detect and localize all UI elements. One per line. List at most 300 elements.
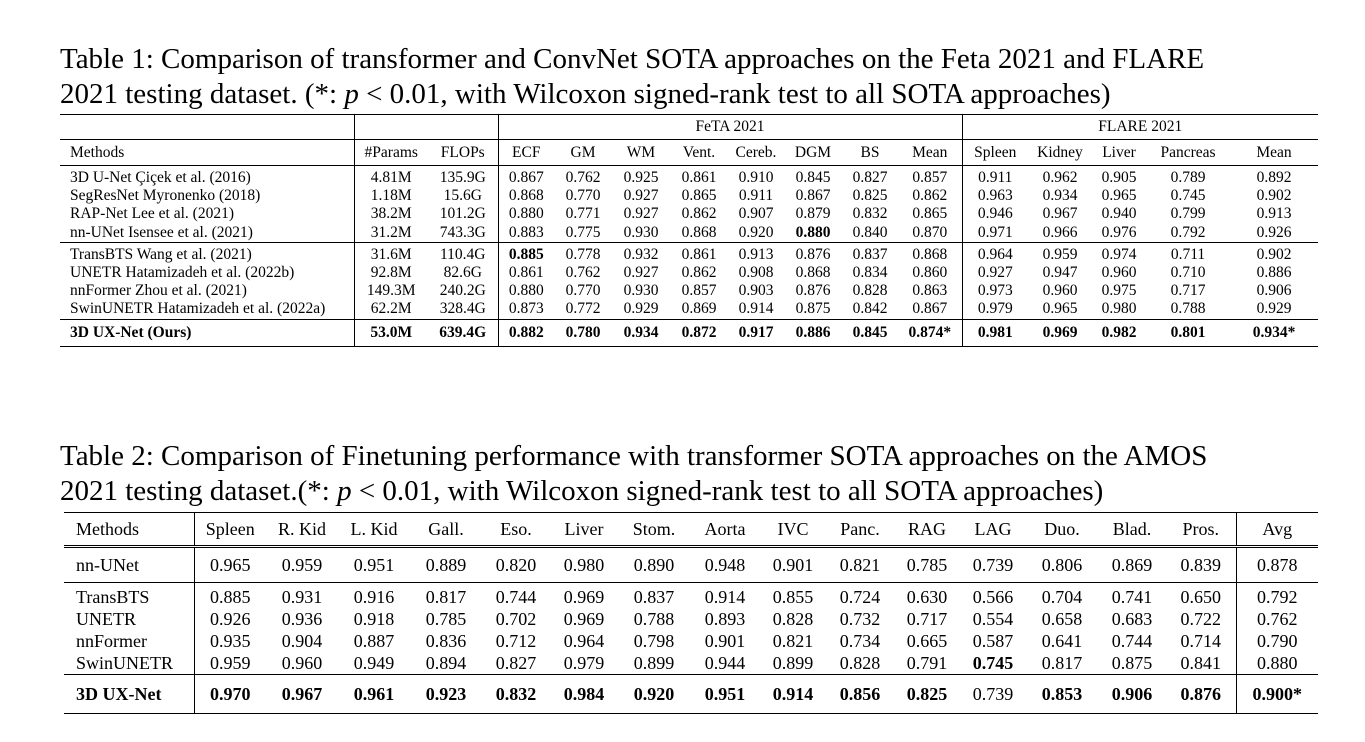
table1-row-cell: 0.770: [565, 282, 601, 300]
table2-row-cell: 0.817: [1041, 653, 1083, 673]
table2-ours-cell: 0.984: [550, 675, 618, 714]
table1-row-cell: 0.771: [565, 205, 601, 223]
table2-row-cell: 0.762: [1236, 608, 1318, 630]
table1-row-cell: 0.914: [738, 300, 774, 318]
table1-row-cell: 0.860: [912, 264, 948, 282]
table2-row-cell: 0.658: [1041, 609, 1083, 629]
table2-nnunet-cell: 0.890: [618, 547, 690, 583]
table1-row-cell: 110.4G: [428, 242, 498, 264]
table2-row-cell: 0.828: [772, 609, 814, 629]
table1-group-header-row: [60, 115, 1318, 140]
table1-row-cell: 0.876: [795, 282, 831, 300]
table1-row-cell: 15.6G: [443, 187, 482, 205]
table2-header-cell: Spleen: [194, 513, 266, 547]
table1-row-cell: 0.868: [795, 264, 831, 282]
table2-header-cell: L. Kid: [338, 513, 410, 547]
table1-row-cell: 0.947: [1042, 264, 1078, 282]
table2-row-cell: 0.554: [972, 609, 1014, 629]
table2-row-cell: 0.875: [1111, 653, 1153, 673]
table2-row-cell: 0.931: [266, 583, 338, 609]
table2-nnunet-cell: 0.739: [960, 547, 1026, 583]
table1-row-cell: 0.857: [681, 282, 717, 300]
table2-caption: [60, 439, 1322, 509]
table1-header-cell: Kidney: [1028, 140, 1092, 166]
table1-row-cell: 31.6M: [354, 242, 428, 264]
table1-header-cell: #Params: [354, 140, 428, 166]
table1-row-cell: 0.903: [738, 282, 774, 300]
table1-row-cell: 0.929: [623, 300, 659, 318]
table1-group-transformer: [60, 242, 1318, 319]
table1-row-cell: 0.840: [852, 223, 888, 241]
table2-row-cell: 0.960: [281, 653, 323, 673]
table1-row-cell: 0.770: [565, 187, 601, 205]
table1-ours-cell: 53.0M: [354, 319, 428, 346]
table2-row-cell: 0.790: [1236, 630, 1318, 652]
table2-nnunet-cell: 0.951: [338, 547, 410, 583]
table1-row-cell: 0.876: [784, 242, 842, 264]
table1-row-cell: 0.902: [1230, 242, 1318, 264]
table1-row-cell: 0.973: [962, 282, 1028, 300]
table1-row-cell: 0.710: [1170, 264, 1206, 282]
table1-row-cell: 0.962: [1028, 166, 1092, 188]
table1-row-cell: 0.940: [1101, 205, 1137, 223]
table1-row-cell: 0.964: [962, 242, 1028, 264]
caption-text: , with Wilcoxon signed-rank test to all SOTA approaches): [433, 475, 1104, 507]
table1-row-cell: 0.788: [1170, 300, 1206, 318]
table2-header-cell: Panc.: [826, 513, 894, 547]
table1-row-cell: 0.965: [1101, 187, 1137, 205]
table1-caption-line2: [60, 77, 1322, 112]
table1-row-cell: 135.9G: [428, 166, 498, 188]
table1-ours-method: 3D UX-Net (Ours): [60, 319, 354, 346]
flare-group-label: FLARE 2021: [962, 115, 1318, 140]
table1-row-cell: 0.911: [738, 187, 774, 205]
table1-row-cell: 0.762: [554, 166, 612, 188]
table1-row-method: RAP-Net Lee et al. (2021): [70, 205, 234, 223]
table1-row-cell: 38.2M: [354, 205, 428, 223]
table2-header-cell: Duo.: [1026, 513, 1098, 547]
table-row: [64, 652, 1318, 675]
caption-text: 2021 testing dataset.(*:: [60, 475, 338, 507]
table-row: [60, 187, 1318, 205]
table1-row-cell: 0.842: [852, 300, 888, 318]
table1-row-cell: 0.772: [565, 300, 601, 318]
table2-header-cell: Eso.: [482, 513, 550, 547]
table2-ours-cell: 0.914: [760, 675, 826, 714]
table1-row-cell: 0.883: [498, 224, 554, 243]
table1-row-cell: 0.861: [670, 242, 728, 264]
table1-row-method: SegResNet Myronenko (2018): [70, 187, 261, 205]
caption-threshold: < 0.01: [351, 475, 434, 507]
table1-ours-cell: 0.981: [962, 319, 1028, 346]
table2-ours-cell: 0.961: [338, 675, 410, 714]
table1-row-cell: 0.762: [565, 264, 601, 282]
table1-row-cell: 0.927: [623, 187, 659, 205]
table1-group-convnet: [60, 166, 1318, 243]
table1-caption: [60, 42, 1322, 112]
table1-row-cell: 0.717: [1170, 282, 1206, 300]
table1-row-method: nnFormer Zhou et al. (2021): [70, 282, 247, 300]
table2-row-cell: 0.792: [1236, 583, 1318, 609]
table2-nnunet-cell: 0.889: [410, 547, 482, 583]
table1-row-cell: 0.965: [1042, 300, 1078, 318]
table2-header-cell: Pros.: [1166, 513, 1236, 547]
table-row: [60, 166, 1318, 188]
table1-row-cell: 0.927: [962, 264, 1028, 282]
table2-ours-cell: 0.906: [1098, 675, 1166, 714]
table1-row-cell: 0.927: [623, 205, 659, 223]
table2-header-cell: Liver: [550, 513, 618, 547]
table2-header-method: Methods: [64, 513, 194, 547]
table2-row-cell: 0.887: [353, 631, 395, 651]
table1-ours-cell: 0.934*: [1230, 319, 1318, 346]
table2-header-cell: Stom.: [618, 513, 690, 547]
table1-header-cell: ECF: [498, 140, 554, 166]
table1-header-cell: Vent.: [670, 140, 728, 166]
table2-row-cell: 0.566: [960, 583, 1026, 609]
table1-row-cell: 0.875: [795, 300, 831, 318]
table2-nnunet-cell: 0.820: [482, 547, 550, 583]
table1-row-cell: 0.845: [784, 166, 842, 188]
table2-row-cell: 0.899: [633, 653, 675, 673]
table2-header-cell: Avg: [1236, 513, 1318, 547]
table2-row-cell: 0.949: [353, 653, 395, 673]
table1-row-cell: 0.792: [1170, 223, 1206, 241]
table2-ours-cell: 0.853: [1026, 675, 1098, 714]
table2-row-cell: 0.630: [894, 583, 960, 609]
table2-row-cell: 0.732: [839, 609, 881, 629]
feta-group-label: FeTA 2021: [498, 115, 962, 140]
table1-row-cell: 0.775: [565, 223, 601, 241]
table-row: [60, 264, 1318, 282]
table2-row-cell: 0.969: [550, 583, 618, 609]
table2-nnunet-cell: 0.806: [1026, 547, 1098, 583]
table2-nnunet-cell: 0.878: [1236, 547, 1318, 583]
table1-header-cell: Spleen: [962, 140, 1028, 166]
table2-row-cell: 0.724: [826, 583, 894, 609]
table1-ours-cell: 0.845: [842, 319, 898, 346]
table2-ours-cell: 0.923: [410, 675, 482, 714]
table2-caption-line1: Table 2: Comparison of Finetuning performance with transformer SOTA approaches on the AMOS: [60, 440, 1208, 472]
table1-row-cell: 0.925: [612, 166, 670, 188]
table1-row-cell: 0.880: [498, 282, 554, 300]
table2-row-cell: 0.936: [281, 609, 323, 629]
table1-row-cell: 0.868: [681, 223, 717, 241]
table1-header-cell: Mean: [898, 140, 962, 166]
table2-row-method: SwinUNETR: [76, 653, 174, 673]
table1-row-cell: 0.976: [1101, 223, 1137, 241]
table2: [64, 512, 1318, 714]
table2-ours-cell: 0.832: [482, 675, 550, 714]
table2-row-cell: 0.885: [194, 583, 266, 609]
table1-ours-cell: 0.886: [784, 319, 842, 346]
table2-row-cell: 0.926: [194, 608, 266, 630]
table2-row-cell: 0.914: [690, 583, 760, 609]
table1-row-cell: 0.974: [1092, 242, 1146, 264]
table1-row-cell: 0.934: [1042, 187, 1078, 205]
table1-header-method: Methods: [60, 140, 354, 166]
table2-row-cell: 0.641: [1041, 631, 1083, 651]
table2-row-cell: 0.650: [1166, 583, 1236, 609]
table1-row-cell: 0.861: [670, 166, 728, 188]
table2-nnunet-cell: 0.821: [826, 547, 894, 583]
table1-header-row: [60, 140, 1318, 166]
table1-ours-cell: 0.801: [1146, 319, 1230, 346]
table1-row-cell: 0.932: [612, 242, 670, 264]
table2-header-row: [64, 513, 1318, 547]
table1-row-cell: 0.832: [852, 205, 888, 223]
table2-nnunet-cell: 0.839: [1166, 547, 1236, 583]
table2-row-cell: 0.788: [633, 609, 675, 629]
table2-ours-cell: 0.739: [960, 675, 1026, 714]
table2-ours-cell: 0.856: [826, 675, 894, 714]
table1-row-cell: 0.960: [1101, 264, 1137, 282]
table1-header-cell: DGM: [784, 140, 842, 166]
table2-row-cell: 0.798: [633, 631, 675, 651]
table1-row-cell: 0.975: [1101, 282, 1137, 300]
table2-row-cell: 0.741: [1098, 583, 1166, 609]
table1-row-cell: 101.2G: [439, 205, 486, 223]
table2-nnunet-cell: 0.948: [690, 547, 760, 583]
table2-group-transformer: [64, 583, 1318, 675]
table2-row-cell: 0.722: [1180, 609, 1221, 629]
table2-row-cell: 0.969: [563, 609, 605, 629]
table2-nnunet-cell: 0.965: [194, 547, 266, 583]
table1-row-cell: 0.885: [498, 242, 554, 264]
table1-row-cell: 0.966: [1042, 223, 1078, 241]
table1-ours-cell: 0.882: [498, 319, 554, 346]
table2-row-cell: 0.587: [972, 631, 1014, 651]
table2-ours-cell: 0.967: [266, 675, 338, 714]
table1-row-cell: 0.863: [912, 282, 948, 300]
table-row: [60, 224, 1318, 243]
table1-header-cell: GM: [554, 140, 612, 166]
table2-row-cell: 0.785: [425, 609, 467, 629]
table1-row-cell: 82.6G: [443, 264, 482, 282]
table1-row-cell: 0.834: [852, 264, 888, 282]
table2-row-method: TransBTS: [64, 583, 194, 609]
table2-row-cell: 0.836: [425, 631, 467, 651]
table2-header-cell: LAG: [960, 513, 1026, 547]
table2-row-cell: 0.837: [618, 583, 690, 609]
table1-row-method: 3D U-Net Çiçek et al. (2016): [60, 166, 354, 188]
table2-nnunet-cell: 0.901: [760, 547, 826, 583]
table2-header-cell: Blad.: [1098, 513, 1166, 547]
table2-row-cell: 0.714: [1180, 631, 1221, 651]
table2-row-cell: 0.745: [972, 653, 1014, 673]
table1-row-cell: 92.8M: [354, 264, 428, 282]
table1-row-cell: 0.857: [898, 166, 962, 188]
table1-row-cell: 0.865: [681, 187, 717, 205]
table2-row-cell: 0.744: [1111, 631, 1153, 651]
table1-row-cell: 0.873: [498, 300, 554, 319]
table2-row-cell: 0.899: [772, 653, 814, 673]
table1-row-cell: 0.907: [738, 205, 774, 223]
table1-row-cell: 0.906: [1256, 282, 1292, 300]
table2-header-cell: Gall.: [410, 513, 482, 547]
table2-row-cell: 0.894: [425, 653, 467, 673]
table1-row-cell: 0.910: [728, 166, 784, 188]
caption-text: 2021 testing dataset. (*:: [60, 78, 345, 110]
table1-row-cell: 0.913: [728, 242, 784, 264]
table1-row-cell: 0.879: [795, 205, 831, 223]
table2-row-cell: 0.828: [839, 653, 881, 673]
table1-row-cell: 0.862: [681, 205, 717, 223]
table1-ours-cell: 639.4G: [428, 319, 498, 346]
table1-row-cell: 4.81M: [354, 166, 428, 188]
table2-row-method: nnFormer: [76, 631, 147, 651]
table2-row-cell: 0.841: [1180, 653, 1221, 673]
table1-row-cell: 0.880: [498, 205, 554, 223]
table2-row-cell: 0.901: [704, 631, 746, 651]
table2-header-cell: R. Kid: [266, 513, 338, 547]
table2-row-cell: 0.979: [563, 653, 605, 673]
table1-ours-cell: 0.872: [670, 319, 728, 346]
table2-row-cell: 0.893: [704, 609, 746, 629]
table2-ours-cell: 0.951: [690, 675, 760, 714]
table1-row-cell: 0.867: [498, 166, 554, 188]
table1-row-cell: 0.867: [912, 300, 948, 318]
table2-header-cell: Aorta: [690, 513, 760, 547]
caption-p-symbol: p: [344, 78, 359, 110]
table1-row-cell: 240.2G: [439, 282, 486, 300]
table2-row-cell: 0.734: [839, 631, 881, 651]
table1-row-cell: 0.799: [1170, 205, 1206, 223]
table1-row-cell: 0.861: [498, 264, 554, 282]
table1-header-cell: BS: [842, 140, 898, 166]
table1-row-cell: 0.979: [962, 300, 1028, 319]
table-row: [60, 205, 1318, 223]
table2-row-cell: 0.935: [194, 630, 266, 652]
table-row: [64, 608, 1318, 630]
table2-nnunet-cell: 0.959: [266, 547, 338, 583]
table1-row-cell: 0.825: [852, 187, 888, 205]
table1-row-method: SwinUNETR Hatamizadeh et al. (2022a): [70, 300, 326, 318]
table1-row-cell: 0.867: [795, 187, 831, 205]
table1-row-cell: 149.3M: [354, 282, 428, 300]
table1-row-method: TransBTS Wang et al. (2021): [60, 242, 354, 264]
table2-ours-cell: 0.825: [894, 675, 960, 714]
table1-row-cell: 743.3G: [439, 223, 486, 241]
table1-ours-cell: 0.982: [1092, 319, 1146, 346]
table1-row-cell: 0.880: [795, 223, 831, 241]
caption-text: , with Wilcoxon signed-rank test to all SOTA approaches): [440, 78, 1111, 110]
table1: [60, 114, 1318, 347]
table2-row-cell: 0.817: [410, 583, 482, 609]
table2-ours-row: [64, 675, 1318, 714]
table-row: [60, 282, 1318, 300]
table1-row-cell: 0.920: [738, 223, 774, 241]
table1-row-cell: 0.905: [1092, 166, 1146, 188]
table2-row-cell: 0.744: [482, 583, 550, 609]
table1-row-cell: 0.862: [912, 187, 948, 205]
table1-ours-row: [60, 319, 1318, 346]
table-row: [60, 242, 1318, 264]
table1-row-cell: 0.827: [842, 166, 898, 188]
table1-ours-cell: 0.969: [1028, 319, 1092, 346]
table1-row-cell: 0.967: [1042, 205, 1078, 223]
table2-nnunet-method: nn-UNet: [64, 547, 194, 583]
table1-row-cell: 0.789: [1146, 166, 1230, 188]
table2-row-cell: 0.855: [760, 583, 826, 609]
table2-nnunet-cell: 0.980: [550, 547, 618, 583]
table1-row-cell: 0.868: [498, 187, 554, 205]
table1-ours-cell: 0.934: [612, 319, 670, 346]
table1-header-cell: Liver: [1092, 140, 1146, 166]
table1-row-method: UNETR Hatamizadeh et al. (2022b): [70, 264, 295, 282]
table1-row-cell: 0.930: [623, 223, 659, 241]
table1-header-cell: FLOPs: [428, 140, 498, 166]
table1-row-cell: 0.963: [962, 187, 1028, 205]
table1-row-cell: 0.971: [962, 224, 1028, 243]
table1-row-cell: 328.4G: [439, 300, 486, 318]
table1-row-cell: 62.2M: [354, 300, 428, 319]
table-row: [64, 630, 1318, 652]
table2-ours-cell: 0.900*: [1236, 675, 1318, 714]
table1-row-cell: 0.926: [1256, 223, 1292, 241]
table2-caption-line2: [60, 474, 1322, 509]
table2-nnunet-cell: 0.785: [894, 547, 960, 583]
table1-row-cell: 0.868: [898, 242, 962, 264]
table2-row-cell: 0.916: [338, 583, 410, 609]
table1-row-cell: 0.959: [1028, 242, 1092, 264]
table2-nnunet-cell: 0.869: [1098, 547, 1166, 583]
table1-row-cell: 0.711: [1146, 242, 1230, 264]
table2-row-cell: 0.964: [563, 631, 605, 651]
table1-row-cell: 0.892: [1230, 166, 1318, 188]
table2-row-cell: 0.704: [1026, 583, 1098, 609]
table2-nnunet-row: [64, 547, 1318, 583]
table1-row-cell: 0.927: [623, 264, 659, 282]
table-row: [64, 583, 1318, 609]
table1-row-cell: 31.2M: [354, 224, 428, 243]
table1-row-cell: 0.745: [1170, 187, 1206, 205]
table2-header-cell: IVC: [760, 513, 826, 547]
table1-row-cell: 0.911: [962, 166, 1028, 188]
table2-ours-method: 3D UX-Net: [64, 675, 194, 714]
table1-row-cell: 0.960: [1042, 282, 1078, 300]
table2-row-cell: 0.712: [495, 631, 537, 651]
table2-ours-cell: 0.920: [618, 675, 690, 714]
caption-threshold: < 0.01: [358, 78, 441, 110]
table1-row-cell: 0.828: [852, 282, 888, 300]
table2-row-cell: 0.827: [495, 653, 537, 673]
table2-row-cell: 0.904: [281, 631, 323, 651]
table2-header-cell: RAG: [894, 513, 960, 547]
table-row: [60, 300, 1318, 319]
table1-row-cell: 0.862: [681, 264, 717, 282]
table2-row-cell: 0.717: [906, 609, 948, 629]
table2-row-cell: 0.880: [1236, 652, 1318, 675]
table1-row-cell: 0.865: [912, 205, 948, 223]
table2-row-cell: 0.702: [495, 609, 537, 629]
table1-row-cell: 0.837: [842, 242, 898, 264]
table1-header-cell: Cereb.: [728, 140, 784, 166]
table2-row-method: UNETR: [76, 609, 136, 629]
table1-header-cell: Pancreas: [1146, 140, 1230, 166]
table1-row-cell: 0.930: [623, 282, 659, 300]
table1-row-cell: 0.929: [1256, 300, 1292, 318]
table1-row-cell: 0.869: [681, 300, 717, 318]
table2-row-cell: 0.944: [704, 653, 746, 673]
table2-ours-cell: 0.970: [194, 675, 266, 714]
table2-row-cell: 0.918: [353, 609, 395, 629]
table1-row-cell: 0.913: [1256, 205, 1292, 223]
table1-ours-cell: 0.917: [728, 319, 784, 346]
table2-row-cell: 0.959: [194, 652, 266, 675]
table1-row-cell: 0.908: [738, 264, 774, 282]
table2-row-cell: 0.683: [1111, 609, 1153, 629]
